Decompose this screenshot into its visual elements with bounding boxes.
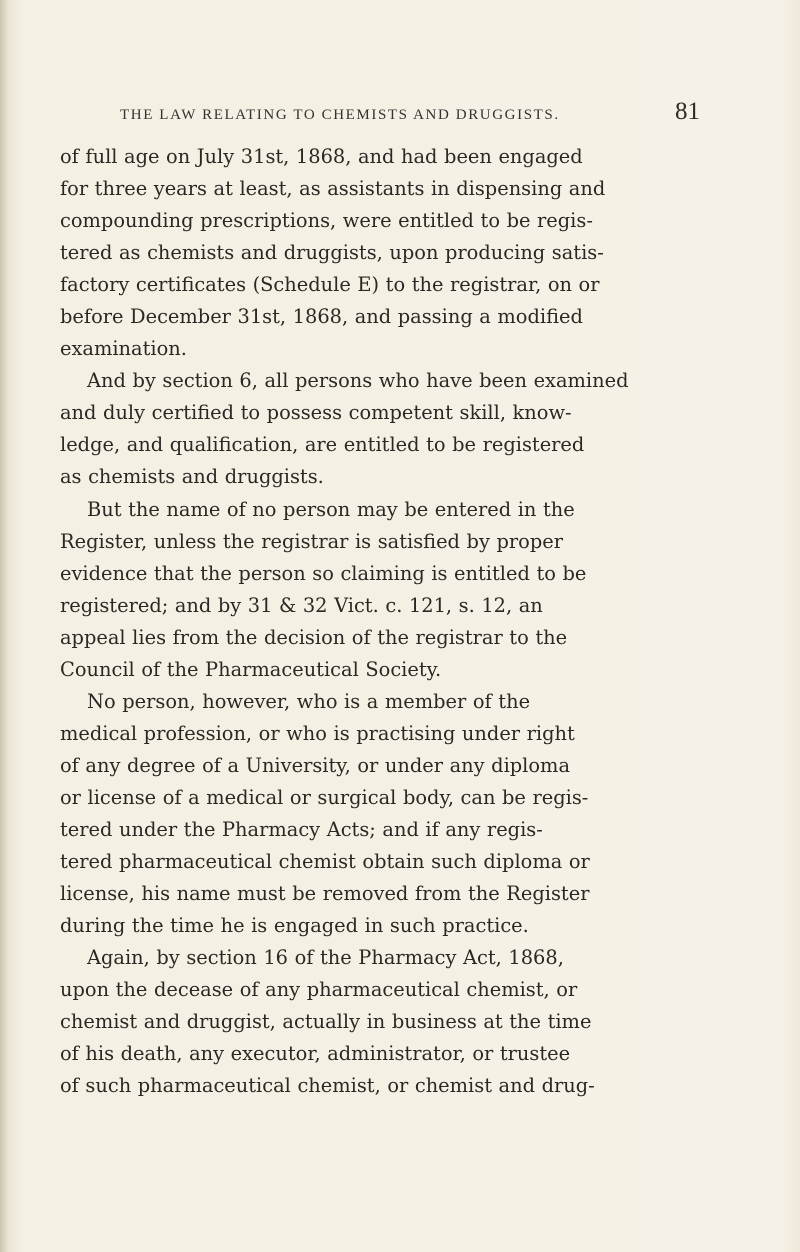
paragraph-2 [60,365,722,493]
text-line: for three years at least, as assistants in dispensing and [60,177,606,201]
text-line: registered; and by 31 & 32 Vict. c. 121, s. 12, an [60,593,543,617]
text-line: compounding prescriptions, were entitled to be regis- [60,209,593,233]
text-line: of full age on July 31st, 1868, and had been engaged [60,145,583,168]
text-line: medical profession, or who is practising under right [60,721,575,745]
text-line: Register, unless the registrar is satisfied by proper [60,529,563,553]
text-line: and duly certified to possess competent skill, know- [60,401,572,425]
text-line: during the time he is engaged in such practice. [60,914,529,938]
text-line: tered as chemists and druggists, upon producing satis- [60,241,604,265]
text-line: But the name of no person may be entered in the [87,497,575,521]
text-line: Again, by section 16 of the Pharmacy Act, 1868, [87,946,564,970]
text-line: of any degree of a University, or under any diploma [60,753,571,777]
text-line: And by section 6, all persons who have been examined [87,369,629,393]
text-line: evidence that the person so claiming is entitled to be [60,561,587,585]
text-line: upon the decease of any pharmaceutical chemist, or [60,978,578,1002]
paragraph-4 [60,686,722,942]
paragraph-5 [60,942,722,1102]
text-line: No person, however, who is a member of the [87,689,531,713]
text-line: of such pharmaceutical chemist, or chemist and drug- [60,1074,595,1098]
text-line: tered pharmaceutical chemist obtain such diploma or [60,850,590,874]
text-line: tered under the Pharmacy Acts; and if any regis- [60,817,543,841]
text-line: examination. [60,337,187,361]
body-text [60,141,722,1102]
text-line: chemist and druggist, actually in business at the time [60,1010,592,1034]
page-binding-edge [0,0,7,1252]
text-line: of his death, any executor, administrator, or trustee [60,1042,571,1066]
text-line: before December 31st, 1868, and passing a modified [60,305,583,329]
text-line: license, his name must be removed from the Register [60,882,590,906]
text-line: ledge, and qualification, are entitled to be registered [60,433,585,457]
paragraph-3 [60,494,722,686]
paragraph-1 [60,141,722,365]
page-number: 81 [675,98,700,125]
text-line: appeal lies from the decision of the registrar to the [60,625,568,649]
text-line: or license of a medical or surgical body, can be regis- [60,785,589,809]
text-line: factory certificates (Schedule E) to the registrar, on or [60,273,600,297]
text-line: Council of the Pharmaceutical Society. [60,657,442,681]
running-title: THE LAW RELATING TO CHEMISTS AND DRUGGISTS. [120,107,560,123]
text-line: as chemists and druggists. [60,465,324,489]
running-head [120,98,700,126]
